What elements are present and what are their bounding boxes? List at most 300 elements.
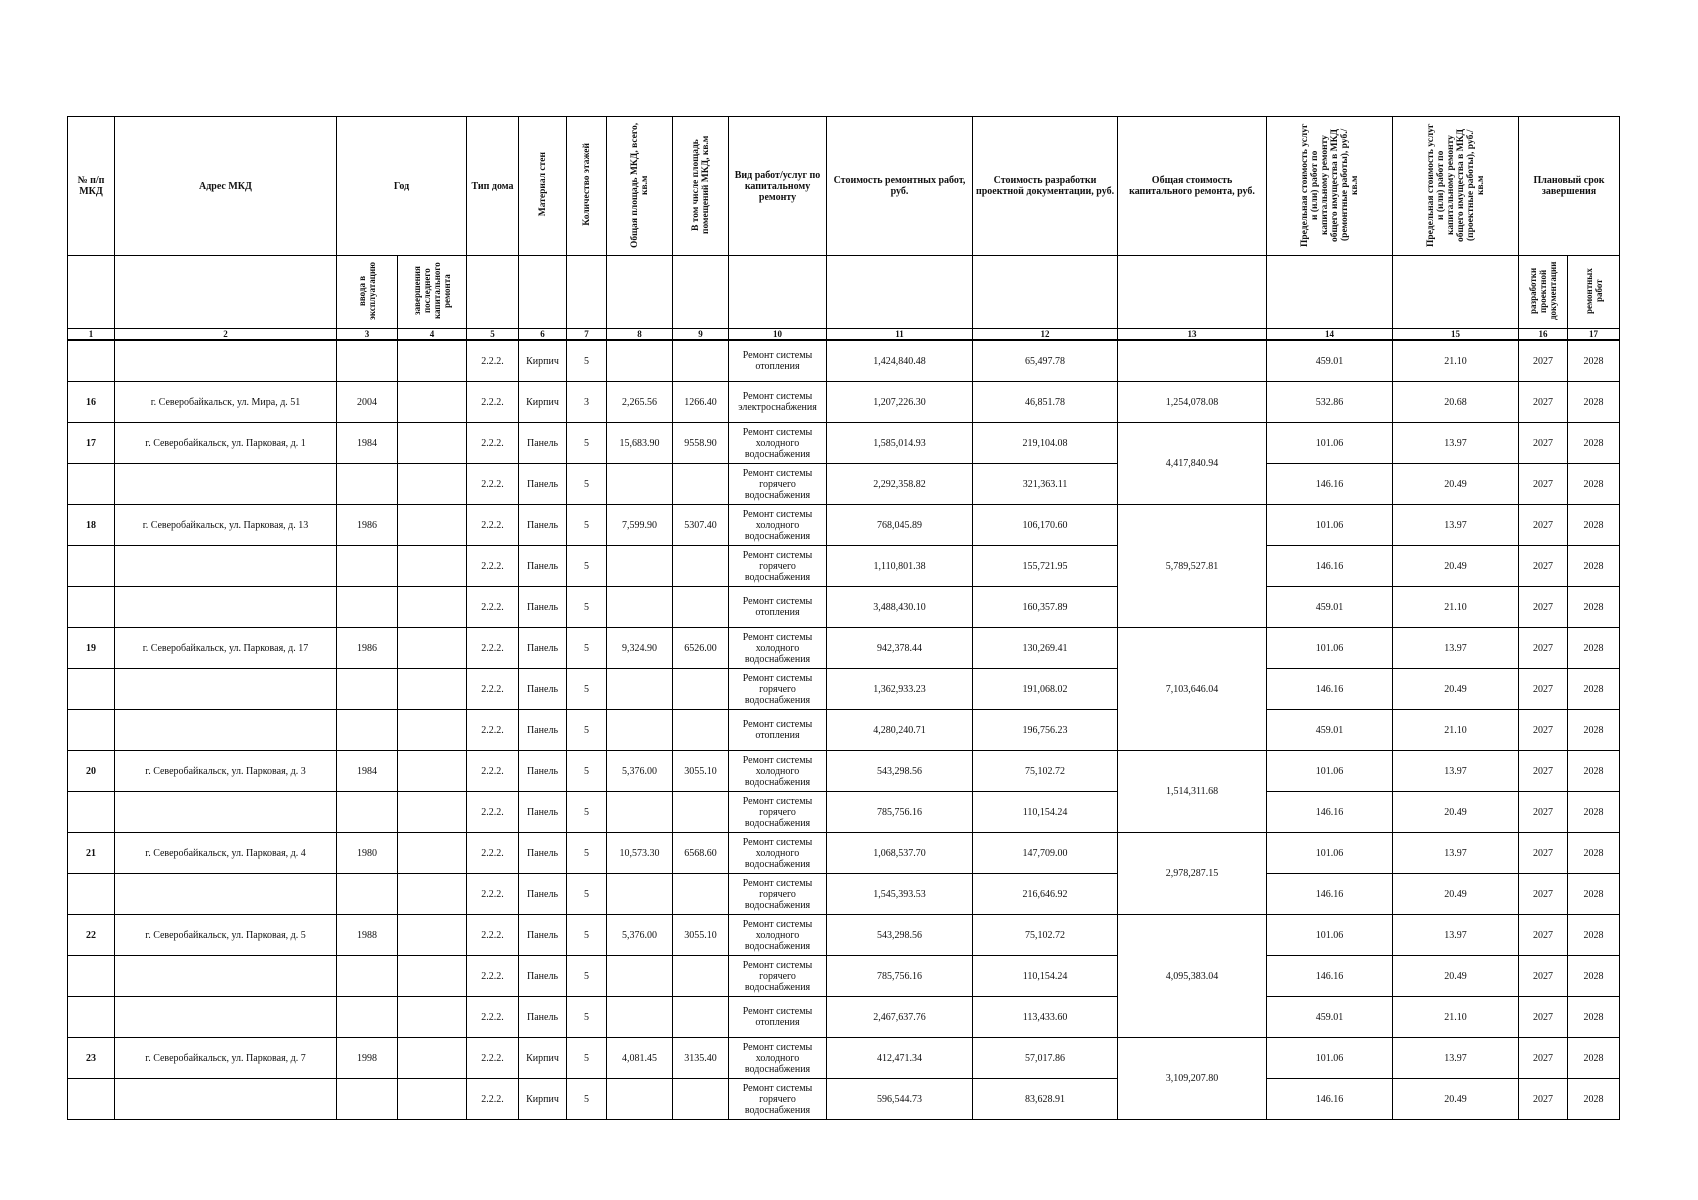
deadline-design: 2027 [1519,833,1568,874]
floors: 5 [567,628,607,669]
floors: 5 [567,956,607,997]
table-row [68,751,1620,792]
deadline-repair: 2028 [1568,956,1620,997]
total-area: 2,265.56 [607,382,673,423]
year-commissioned: 1984 [337,751,398,792]
year-commissioned [337,874,398,915]
deadline-repair: 2028 [1568,1079,1620,1120]
total-cost-cell [1118,340,1267,382]
limit-design: 20.49 [1393,546,1519,587]
design-cost: 219,104.08 [973,423,1118,464]
premises-area [673,710,729,751]
col-number: 14 [1267,329,1393,341]
header-year-last-repair: завершения последнего капитального ремонта [412,262,452,319]
floors: 5 [567,997,607,1038]
subheader-empty [1393,256,1519,329]
house-type: 2.2.2. [467,669,519,710]
house-type: 2.2.2. [467,587,519,628]
design-cost: 191,068.02 [973,669,1118,710]
address: г. Северобайкальск, ул. Парковая, д. 4 [115,833,337,874]
total-area: 10,573.30 [607,833,673,874]
limit-design: 13.97 [1393,833,1519,874]
limit-design: 20.68 [1393,382,1519,423]
header-num: № п/п МКД [68,117,115,256]
row-number: 17 [68,423,115,464]
col-number: 9 [673,329,729,341]
house-type: 2.2.2. [467,382,519,423]
subheader-empty [673,256,729,329]
subheader-commissioned-cell [337,256,398,329]
premises-area [673,874,729,915]
deadline-repair: 2028 [1568,546,1620,587]
header-premises-area-cell [673,117,729,256]
header-deadline: Плановый срок завершения [1519,117,1620,256]
work-type: Ремонт системы холодного водоснабжения [729,423,827,464]
header-limit-design-cell [1393,117,1519,256]
col-number: 13 [1118,329,1267,341]
premises-area [673,464,729,505]
floors: 5 [567,546,607,587]
deadline-design: 2027 [1519,382,1568,423]
work-type: Ремонт системы отопления [729,340,827,382]
work-type: Ремонт системы холодного водоснабжения [729,915,827,956]
limit-repair: 101.06 [1267,505,1393,546]
design-cost: 75,102.72 [973,915,1118,956]
limit-repair: 101.06 [1267,1038,1393,1079]
subheader-row [68,256,1620,329]
work-type: Ремонт системы горячего водоснабжения [729,956,827,997]
year-last-repair [398,628,467,669]
premises-area [673,792,729,833]
total-area [607,546,673,587]
row-number [68,792,115,833]
repair-cost: 3,488,430.10 [827,587,973,628]
table-body [68,117,1620,1120]
col-number: 17 [1568,329,1620,341]
limit-repair: 459.01 [1267,340,1393,382]
deadline-repair: 2028 [1568,340,1620,382]
house-type: 2.2.2. [467,710,519,751]
year-last-repair [398,546,467,587]
year-last-repair [398,792,467,833]
header-total-cost: Общая стоимость капитального ремонта, руб. [1118,117,1267,256]
limit-design: 21.10 [1393,340,1519,382]
floors: 5 [567,464,607,505]
year-commissioned [337,956,398,997]
house-type: 2.2.2. [467,546,519,587]
col-number: 5 [467,329,519,341]
work-type: Ремонт системы холодного водоснабжения [729,1038,827,1079]
house-type: 2.2.2. [467,423,519,464]
row-number [68,464,115,505]
total-area: 9,324.90 [607,628,673,669]
design-cost: 113,433.60 [973,997,1118,1038]
row-number: 20 [68,751,115,792]
table-row [68,915,1620,956]
year-last-repair [398,1079,467,1120]
header-deadline-design: разработки проектной документации [1528,261,1559,320]
subheader-empty [1267,256,1393,329]
design-cost: 147,709.00 [973,833,1118,874]
floors: 5 [567,1038,607,1079]
work-type: Ремонт системы горячего водоснабжения [729,546,827,587]
header-deadline-repair: ремонтных работ [1583,267,1604,314]
total-cost-cell: 4,417,840.94 [1118,423,1267,505]
limit-repair: 101.06 [1267,628,1393,669]
table-row [68,505,1620,546]
premises-area: 3135.40 [673,1038,729,1079]
limit-repair: 101.06 [1267,751,1393,792]
repair-cost: 1,585,014.93 [827,423,973,464]
work-type: Ремонт системы электроснабжения [729,382,827,423]
repair-cost: 1,545,393.53 [827,874,973,915]
limit-repair: 101.06 [1267,423,1393,464]
year-commissioned [337,587,398,628]
year-last-repair [398,1038,467,1079]
total-area: 5,376.00 [607,915,673,956]
deadline-design: 2027 [1519,874,1568,915]
col-number: 12 [973,329,1118,341]
work-type: Ремонт системы отопления [729,997,827,1038]
subheader-last-repair-cell [398,256,467,329]
capital-repair-table [67,116,1620,1120]
limit-design: 13.97 [1393,751,1519,792]
deadline-repair: 2028 [1568,751,1620,792]
column-numbers-row [68,329,1620,341]
address: г. Северобайкальск, ул. Парковая, д. 7 [115,1038,337,1079]
design-cost: 57,017.86 [973,1038,1118,1079]
address [115,792,337,833]
total-area [607,340,673,382]
deadline-design: 2027 [1519,669,1568,710]
total-area [607,874,673,915]
address [115,956,337,997]
floors: 5 [567,751,607,792]
table-row [68,546,1620,587]
limit-design: 21.10 [1393,997,1519,1038]
table-row [68,423,1620,464]
repair-cost: 785,756.16 [827,956,973,997]
wall-material: Панель [519,669,567,710]
house-type: 2.2.2. [467,505,519,546]
design-cost: 196,756.23 [973,710,1118,751]
floors: 5 [567,833,607,874]
house-type: 2.2.2. [467,874,519,915]
floors: 5 [567,669,607,710]
premises-area: 3055.10 [673,915,729,956]
row-number [68,874,115,915]
limit-repair: 146.16 [1267,874,1393,915]
col-number: 2 [115,329,337,341]
work-type: Ремонт системы холодного водоснабжения [729,833,827,874]
header-year-commissioned: ввода в эксплуатацию [357,261,377,320]
repair-cost: 785,756.16 [827,792,973,833]
total-cost-cell: 2,978,287.15 [1118,833,1267,915]
work-type: Ремонт системы горячего водоснабжения [729,874,827,915]
deadline-design: 2027 [1519,1079,1568,1120]
total-area [607,1079,673,1120]
limit-repair: 532.86 [1267,382,1393,423]
premises-area [673,340,729,382]
limit-design: 20.49 [1393,792,1519,833]
limit-design: 21.10 [1393,587,1519,628]
design-cost: 110,154.24 [973,956,1118,997]
premises-area: 3055.10 [673,751,729,792]
table-row [68,1038,1620,1079]
col-number: 16 [1519,329,1568,341]
premises-area: 6568.60 [673,833,729,874]
table-row [68,874,1620,915]
limit-repair: 146.16 [1267,546,1393,587]
deadline-repair: 2028 [1568,997,1620,1038]
repair-cost: 543,298.56 [827,751,973,792]
deadline-repair: 2028 [1568,874,1620,915]
wall-material: Панель [519,546,567,587]
total-area: 15,683.90 [607,423,673,464]
design-cost: 83,628.91 [973,1079,1118,1120]
address: г. Северобайкальск, ул. Парковая, д. 3 [115,751,337,792]
repair-cost: 1,068,537.70 [827,833,973,874]
year-last-repair [398,464,467,505]
subheader-empty [827,256,973,329]
design-cost: 75,102.72 [973,751,1118,792]
header-premises-area: В том числе площадь помещений МКД, кв.м [690,135,711,234]
table-row [68,1079,1620,1120]
wall-material: Кирпич [519,382,567,423]
year-last-repair [398,833,467,874]
house-type: 2.2.2. [467,792,519,833]
year-commissioned: 2004 [337,382,398,423]
design-cost: 46,851.78 [973,382,1118,423]
table-row [68,628,1620,669]
col-number: 6 [519,329,567,341]
year-commissioned [337,792,398,833]
total-area [607,710,673,751]
year-commissioned: 1998 [337,1038,398,1079]
house-type: 2.2.2. [467,956,519,997]
deadline-repair: 2028 [1568,628,1620,669]
deadline-design: 2027 [1519,546,1568,587]
total-cost-cell: 1,254,078.08 [1118,382,1267,423]
year-last-repair [398,340,467,382]
address [115,587,337,628]
work-type: Ремонт системы отопления [729,710,827,751]
deadline-design: 2027 [1519,751,1568,792]
header-limit-repair-cell [1267,117,1393,256]
deadline-repair: 2028 [1568,669,1620,710]
table-row [68,956,1620,997]
house-type: 2.2.2. [467,751,519,792]
address: г. Северобайкальск, ул. Парковая, д. 1 [115,423,337,464]
wall-material: Кирпич [519,1038,567,1079]
repair-cost: 543,298.56 [827,915,973,956]
work-type: Ремонт системы горячего водоснабжения [729,792,827,833]
deadline-repair: 2028 [1568,710,1620,751]
year-commissioned: 1986 [337,628,398,669]
limit-repair: 146.16 [1267,464,1393,505]
wall-material: Кирпич [519,340,567,382]
repair-cost: 1,424,840.48 [827,340,973,382]
total-area [607,792,673,833]
table-row [68,587,1620,628]
repair-cost: 4,280,240.71 [827,710,973,751]
header-limit-design: Предельная стоимость услуг и (или) работ по капитальному ремонту общего имущества в МКД (проектные работы), руб./кв.м [1425,122,1486,247]
row-number [68,956,115,997]
limit-design: 20.49 [1393,464,1519,505]
row-number: 19 [68,628,115,669]
col-number: 1 [68,329,115,341]
design-cost: 110,154.24 [973,792,1118,833]
table-row [68,997,1620,1038]
subheader-empty [567,256,607,329]
total-area: 4,081.45 [607,1038,673,1079]
repair-cost: 1,207,226.30 [827,382,973,423]
house-type: 2.2.2. [467,1038,519,1079]
total-area [607,997,673,1038]
premises-area [673,669,729,710]
deadline-design: 2027 [1519,1038,1568,1079]
wall-material: Панель [519,505,567,546]
header-house-type: Тип дома [467,117,519,256]
repair-cost: 596,544.73 [827,1079,973,1120]
total-area [607,669,673,710]
col-number: 7 [567,329,607,341]
design-cost: 155,721.95 [973,546,1118,587]
limit-design: 13.97 [1393,628,1519,669]
row-number [68,587,115,628]
total-cost-cell: 1,514,311.68 [1118,751,1267,833]
work-type: Ремонт системы отопления [729,587,827,628]
row-number [68,997,115,1038]
header-wall-material: Материал стен [537,152,548,217]
deadline-design: 2027 [1519,464,1568,505]
premises-area [673,997,729,1038]
deadline-design: 2027 [1519,956,1568,997]
year-commissioned: 1986 [337,505,398,546]
table-row [68,340,1620,382]
limit-design: 13.97 [1393,1038,1519,1079]
row-number [68,1079,115,1120]
year-last-repair [398,997,467,1038]
subheader-empty [68,256,115,329]
repair-cost: 2,467,637.76 [827,997,973,1038]
house-type: 2.2.2. [467,628,519,669]
year-last-repair [398,423,467,464]
year-last-repair [398,505,467,546]
limit-design: 13.97 [1393,423,1519,464]
limit-design: 13.97 [1393,915,1519,956]
design-cost: 106,170.60 [973,505,1118,546]
floors: 5 [567,792,607,833]
wall-material: Панель [519,792,567,833]
premises-area [673,587,729,628]
deadline-repair: 2028 [1568,587,1620,628]
col-number: 3 [337,329,398,341]
subheader-deadline-repair-cell [1568,256,1620,329]
row-number [68,669,115,710]
subheader-empty [973,256,1118,329]
year-commissioned [337,669,398,710]
table-row [68,710,1620,751]
header-floors-cell [567,117,607,256]
address: г. Северобайкальск, ул. Мира, д. 51 [115,382,337,423]
premises-area [673,956,729,997]
floors: 5 [567,587,607,628]
table-row [68,382,1620,423]
header-row [68,117,1620,256]
document-table-wrapper [67,116,1620,1120]
year-commissioned [337,1079,398,1120]
wall-material: Панель [519,915,567,956]
design-cost: 130,269.41 [973,628,1118,669]
limit-repair: 146.16 [1267,792,1393,833]
row-number: 16 [68,382,115,423]
deadline-repair: 2028 [1568,382,1620,423]
address [115,1079,337,1120]
wall-material: Панель [519,874,567,915]
floors: 5 [567,505,607,546]
wall-material: Панель [519,956,567,997]
limit-design: 13.97 [1393,505,1519,546]
repair-cost: 1,362,933.23 [827,669,973,710]
wall-material: Панель [519,751,567,792]
total-area [607,587,673,628]
address [115,340,337,382]
house-type: 2.2.2. [467,833,519,874]
premises-area: 9558.90 [673,423,729,464]
year-last-repair [398,956,467,997]
work-type: Ремонт системы горячего водоснабжения [729,464,827,505]
wall-material: Панель [519,628,567,669]
deadline-repair: 2028 [1568,505,1620,546]
house-type: 2.2.2. [467,1079,519,1120]
limit-repair: 146.16 [1267,1079,1393,1120]
wall-material: Панель [519,710,567,751]
subheader-empty [607,256,673,329]
year-commissioned: 1980 [337,833,398,874]
deadline-design: 2027 [1519,340,1568,382]
deadline-design: 2027 [1519,710,1568,751]
total-area [607,464,673,505]
limit-repair: 459.01 [1267,710,1393,751]
address [115,546,337,587]
house-type: 2.2.2. [467,997,519,1038]
address: г. Северобайкальск, ул. Парковая, д. 5 [115,915,337,956]
subheader-empty [519,256,567,329]
address [115,669,337,710]
address [115,997,337,1038]
row-number [68,546,115,587]
header-address: Адрес МКД [115,117,337,256]
repair-cost: 412,471.34 [827,1038,973,1079]
deadline-repair: 2028 [1568,833,1620,874]
work-type: Ремонт системы холодного водоснабжения [729,505,827,546]
year-last-repair [398,751,467,792]
repair-cost: 942,378.44 [827,628,973,669]
col-number: 10 [729,329,827,341]
limit-design: 20.49 [1393,956,1519,997]
header-floors: Количество этажей [581,143,592,226]
limit-design: 20.49 [1393,669,1519,710]
repair-cost: 2,292,358.82 [827,464,973,505]
header-total-area: Общая площадь МКД, всего, кв.м [629,121,650,248]
year-last-repair [398,382,467,423]
design-cost: 65,497.78 [973,340,1118,382]
work-type: Ремонт системы холодного водоснабжения [729,751,827,792]
row-number [68,340,115,382]
subheader-empty [467,256,519,329]
total-area: 5,376.00 [607,751,673,792]
